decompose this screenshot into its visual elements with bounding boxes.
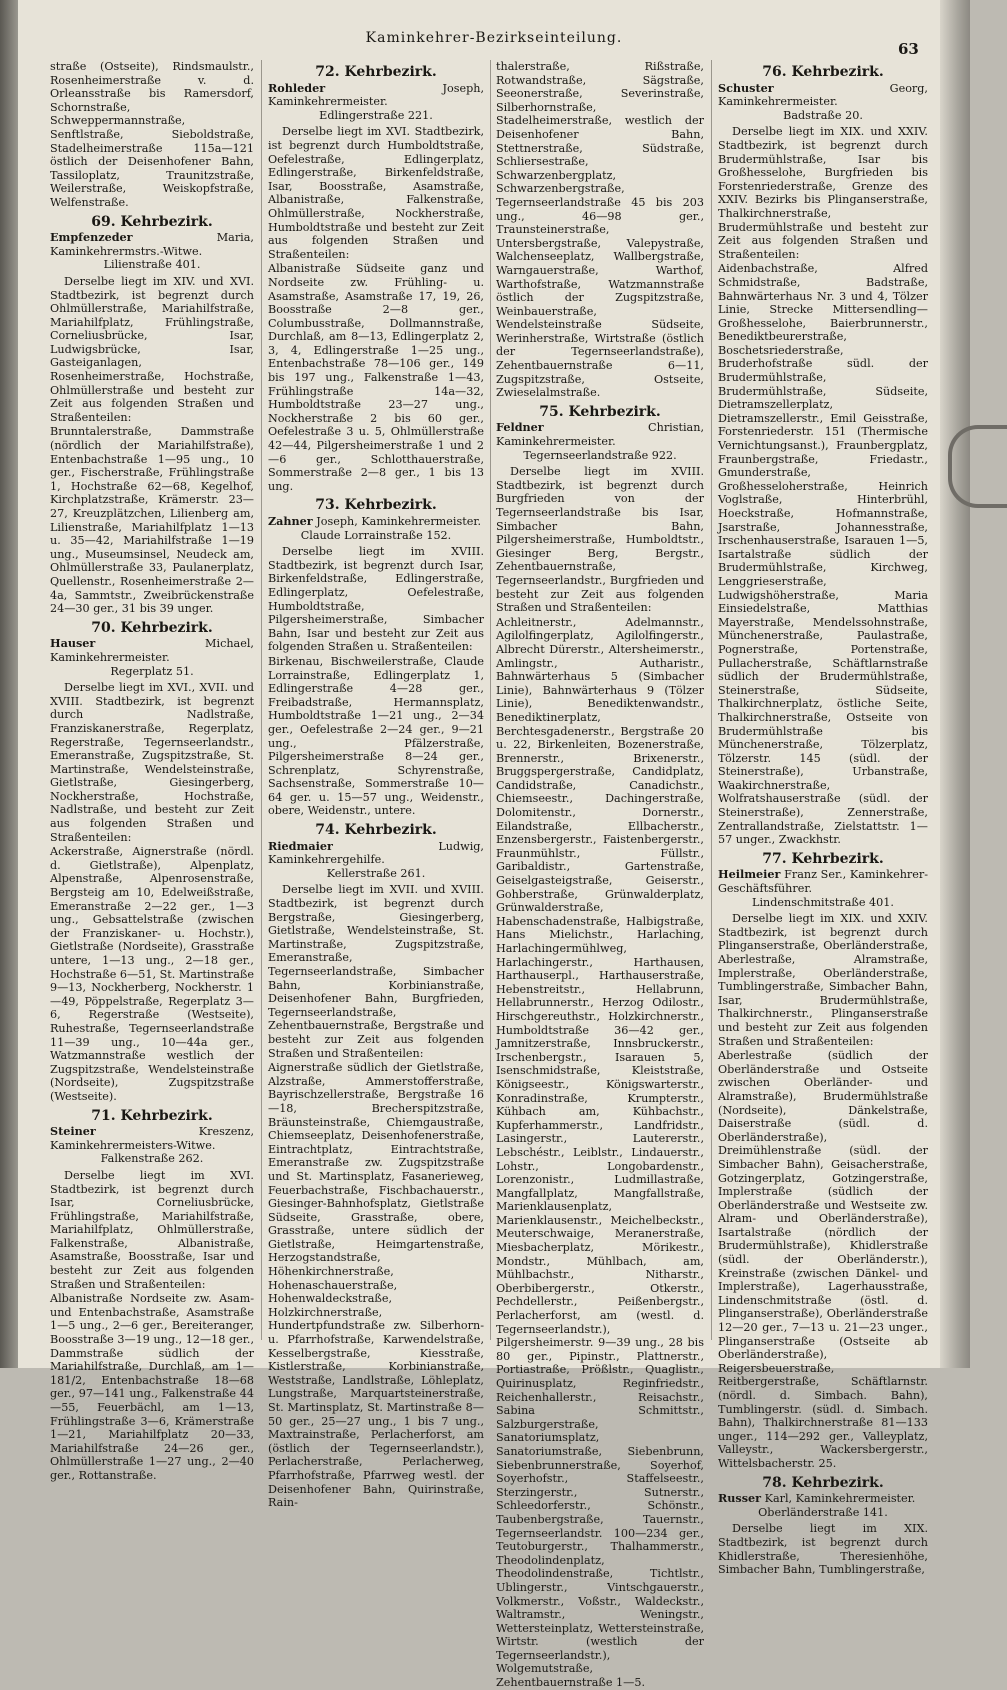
column-1 [50,60,254,1482]
paragraph: Achleitnerstr., Adelmannstr., Agilolfingerplatz, Agilolfingerstr., Albrecht Dürerstr., Altersheimerstr., Amlingstr., Autharistr., Bahnwärterhaus 5 (Simbacher Linie), Bahnwärterhaus 9 (Tölzer Linie), Benediktenwandstr., Benediktinerplatz, Berchtesgadenerstr., Bergstraße 20 u. 22, Birkenleiten, Bozenerstraße, Brennerstr., Brixenerstr., Bruggspergerstraße, Candidplatz, Candidstraße, Canadichstr., Chiemseestr., Dachingerstraße, Dolomitenstr., Dornerstr., Eilandstraße, Ellbacherstr., Enzensbergerstr., Faistenbergerstr., Fraunmühlstr., Füllstr., Garibaldistr., Gartenstraße, Geiselgasteigstraße, Geiserstr., Gohberstraße, Grünwalderplatz, Grünwalderstraße, Habenschadenstraße, Halbigstraße, Hans Mielichstr., Harlaching, Harlachingermühlweg, Harlachingerstr., Harthausen, Harthauserpl., Harthauserstraße, Hebenstreitstr., Hellabrunn, Hellabrunnerstr., Herzog Odilostr., Hirschgereuthstr., Holzkirchnerstr., Humboldtstraße 36—42 ger., Jamnitzerstraße, Innsbruckerstr., Irschenbergstr., Isarauen 5, Isenschmidstraße, Kleiststraße, Königseestr., Königswarterstr., Konradinstraße, Krumpterstr., Kühbach am, Kühbachstr., Kupferhammerstr., Landfridstr., Lasingerstr., Lautererstr., Lebschéstr., Leiblstr., Lindauerstr., Lohstr., Longobardenstr., Lorenzonistr., Ludmillastraße, Mangfallplatz, Mangfallstraße, Marienklausenplatz, Marienklausenstr., Meichelbeckstr., Meuterschwaige, Meranerstraße, Miesbacherplatz, Mörikestr., Mondstr., Mühlbach, am, Mühlbachstr., Nitharstr., Oberbibergerstr., Otkerstr., Pechdellerstr., Peißenbergstr., Perlacherforst, am (westl. d. Tegernseerlandstr.), Pilgersheimerstr. 9—39 ung., 28 bis 80 ger., Pipinstr., Plattnerstr., Portiastraße, Prößlstr., Quaglistr., Quirinusplatz, Reginfriedstr., Reichenhallerstr., Reisachstr., Sabina Schmittstr., Salzburgerstraße, Sanatoriumsplatz, Sanatoriumstraße, Siebenbrunn, Siebenbrunnerstraße, Soyerhof, Soyerhofstr., Staffelseestr., Sterzingerstr., Sutnerstr., Schleedorferstr., Schönstr., Taubenbergstraße, Tauernstr., Tegernseerlandstr. 100—234 ger., Teutoburgerstr., Thalhammerstr., Theodolindenplatz, Theodolindenstraße, Tichtlstr., Ublingerstr., Vintschgauerstr., Volkmerstr., Voßstr., Waldeckstr., Waltramstr., Weningstr., Wettersteinplatz, Wettersteinstraße, Wirtstr. (westlich der Tegernseerlandstr.), Wolgemutstraße, Zehentbauernstraße 1—5. [496,615,704,1690]
sweep-address: Tegernseerlandstraße 922. [523,448,677,462]
sweep-name [496,421,704,448]
sweep-name [50,637,254,664]
name-details: Maria, Kaminkehrermstrs.-Witwe. [50,231,254,258]
sweep-name [50,231,254,258]
paragraph: Ackerstraße, Aignerstraße (nördl. d. Gietlstraße), Alpenplatz, Alpenstraße, Alpenrosenstraße, Bergsteig am 10, Edelweißstraße, Emeranstraße 2—22 ger., 1—3 ung., Gebsattelstraße (zwischen der Franziskaner- u. Hochstr.), Gietlstraße (Nordseite), Grasstraße untere, 1—13 ung., 2—18 ger., Hochstraße 6—51, St. Martinstraße 9—13, Nockherberg, Nockherstr. 1—49, Pöppelstraße, Regerplatz 3—6, Regerstraße (Westseite), Ruhestraße, Tegernseerlandstraße 11—39 ung., 10—44a ger., Watzmannstraße westlich der Zugspitzstraße, Wendelsteinstraße (Nordseite), Zugspitzstraße (Westseite). [50,845,254,1103]
paragraph: Derselbe liegt im XVI., XVII. und XVIII. Stadtbezirk, ist begrenzt durch Nadlstraße, Franziskanerstraße, Regerplatz, Regerstraße, Tegernseerlandstr., Emeranstraße, Zugspitzstraße, St. Martinstraße, Wendelsteinstraße, Gietlstraße, Giesingerberg, Nockherstraße, Hochstraße, Nadlstraße, und besteht zur Zeit aus folgenden Straßen und Straßenteilen: [50,681,254,844]
surname: Riedmaier [268,838,333,853]
surname: Feldner [496,420,544,435]
sweep-name [718,82,928,109]
district-heading: 69. Kehrbezirk. [91,213,213,230]
surname: Steiner [50,1124,96,1139]
paragraph: Derselbe liegt im XIX. und XXIV. Stadtbezirk, ist begrenzt durch Plinganserstraße, Oberländerstraße, Aberlestraße, Alramstraße, Implerstraße, Oberländerstraße, Tumblingerstraße, Simbacher Bahn, Isar, Brudermühlstraße, Thalkirchnerstr., Plinganserstraße und besteht zur Zeit aus folgenden Straßen und Straßenteilen: [718,912,928,1048]
sweep-address: Claude Lorrainstraße 152. [300,528,452,542]
name-details: Kreszenz, Kaminkehrermeisters-Witwe. [50,1125,254,1152]
district-heading: 72. Kehrbezirk. [315,64,437,80]
surname: Heilmeier [718,867,781,882]
name-details: Joseph, Kaminkehrermeister. [312,515,482,528]
district-heading: 71. Kehrbezirk. [91,1107,213,1124]
name-details: Joseph, Kaminkehrermeister. [268,81,484,109]
paragraph: Albanistraße Südseite ganz und Nordseite zw. Frühling- u. Asamstraße, Asamstraße 17, 19, 26, Boosstraße 2—8 ger., Columbusstraße, Dollmannstraße, Durchlaß, am 8—13, Edlingerplatz 2, 3, 4, Edlingerstraße 1—25 ung., Entenbachstraße 78—106 ger., 149 bis 197 ung., Falkenstraße 1—43, Frühlingstraße 14a—32, Humboldtstraße 23—27 ung., Nockherstraße 2 bis 60 ger., Oefelestraße 3 u. 5, Ohlmüllerstraße 42—44, Pilgersheimerstraße 1 und 2—6 ger., Schlotthauerstraße, Sommerstraße 2—8 ger., 1 bis 13 ung. [268,262,484,493]
column-3 [496,60,704,1690]
name-details: Christian, Kaminkehrermeister. [496,421,704,449]
paragraph: Albanistraße Nordseite zw. Asam- und Entenbachstraße, Asamstraße 1—5 ung., 2—6 ger., Bereiteranger, Boosstraße 3—19 ung., 12—18 ger., Dammstraße südlich der Mariahilfstraße, Durchlaß, am 1—181/2, Entenbachstraße 18—68 ger., 97—141 ung., Falkenstraße 44—55, Feuerbächl, am 1—13, Frühlingstraße 3—6, Krämerstraße 1—21, Mariahilfplatz 20—33, Mariahilfstraße 24—26 ger., Ohlmüllerstraße 1—27 ung., 2—40 ger., Rottanstraße. [50,1292,254,1482]
paragraph: Derselbe liegt im XIV. und XVI. Stadtbezirk, ist begrenzt durch Ohlmüllerstraße, Mariahilfstraße, Mariahilfplatz, Frühlingstraße, Corneliusbrücke, Isar, Ludwigsbrücke, Isar, Gasteiganlagen, Rosenheimerstraße, Hochstraße, Ohlmüllerstraße und besteht zur Zeit aus folgenden Straßen und Straßenteilen: [50,274,254,424]
sweep-address: Lindenschmitstraße 401. [752,895,894,909]
sweep-name [268,840,484,867]
paragraph: Brunntalerstraße, Dammstraße (nördlich der Mariahilfstraße), Entenbachstraße 1—95 ung., 10 ger., Fischerstraße, Frühlingstraße 1, Hochstraße 62—68, Kegelhof, Kirchplatzstraße, Krämerstr. 23—27, Kreuzplätzchen, Lilienberg am, Lilienstraße, Mariahilfplatz 1—13 u. 35—42, Mariahilfstraße 1—19 ung., Museumsinsel, Neudeck am, Ohlmüllerstraße 33, Paulanerplatz, Quellenstr., Rosenheimerstraße 2—4a, Sammtstr., Zweibrückenstraße 24—30 ger., 31 bis 39 unger. [50,425,254,616]
column-rule [261,60,262,1340]
name-details: Georg, Kaminkehrermeister. [718,81,928,109]
sweep-name [718,1492,928,1506]
sweep-address: Regerplatz 51. [110,664,194,678]
surname: Rohleder [268,80,326,95]
district-heading: 76. Kehrbezirk. [762,64,884,80]
paragraph: Birkenau, Bischweilerstraße, Claude Lorrainstraße, Edlingerplatz 1, Edlingerstraße 4—28 ger., Freibadstraße, Hermannsplatz, Humboldtstraße 1—21 ung., 2—34 ger., Oefelestraße 2—24 ger., 9—21 ung., Pfälzerstraße, Pilgersheimerstraße 8—24 ger., Schrenplatz, Schyrenstraße, Sachsenstraße, Sommerstraße 10—64 ger. u. 15—57 ung., Weidenstr., obere, Weidenstr., untere. [268,654,484,818]
sweep-address: Lilienstraße 401. [103,258,201,272]
running-header: Kaminkehrer-Bezirkseinteilung. [365,30,623,46]
district-heading: 77. Kehrbezirk. [762,850,884,867]
district-heading: 78. Kehrbezirk. [762,1474,884,1491]
paragraph: Derselbe liegt im XVIII. Stadtbezirk, ist begrenzt durch Burgfrieden von der Tegernseerlandstraße bis Isar, Simbacher Bahn, Pilgersheimerstraße, Humboldtstr., Giesinger Berg, Bergstr., Zehentbauernstraße, Tegernseerlandstr., Burgfrieden und besteht zur Zeit aus folgenden Straßen und Straßenteilen: [496,465,704,615]
sweep-name [50,1125,254,1152]
document-page [18,0,970,1690]
district-heading: 70. Kehrbezirk. [91,619,213,636]
page-edge [940,0,970,1368]
column-rule [490,60,491,1340]
paragraph: Derselbe liegt im XIX. Stadtbezirk, ist begrenzt durch Khidlerstraße, Theresienhöhe, Simbacher Bahn, Tumblingerstraße, [718,1522,928,1577]
paragraph: Derselbe liegt im XIX. und XXIV. Stadtbezirk, ist begrenzt durch Brudermühlstraße, Isar bis Großhesselohe, Burgfrieden bis Forstenriederstraße, Grenze des XXIV. Bezirks bis Plinganserstraße, Thalkirchnerstraße, Brudermühlstraße und besteht zur Zeit aus folgenden Straßen und Straßenteilen: [718,125,928,261]
paragraph: thalerstraße, Rißstraße, Rotwandstraße, Sägstraße, Seeonerstraße, Severinstraße, Silberhornstraße, Stadelheimerstraße, westlich der Deisenhofener Bahn, Stettnerstraße, Südstraße, Schliersestraße, Schwarzenbergplatz, Schwarzenbergstraße, Tegernseerlandstraße 45 bis 203 ung., 46—98 ger., Traunsteinerstraße, Untersbergstraße, Valepystraße, Walchenseeplatz, Wallbergstraße, Warngauerstraße, Warthof, Warthofstraße, Watzmannstraße östlich der Zugspitzstraße, Weinbauerstraße, Wendelsteinstraße Südseite, Werinherstraße, Wirtstraße (östlich der Tegernseerlandstraße), Zehentbauernstraße 6—11, Zugspitzstraße, Ostseite, Zwieselalmstraße. [496,60,704,400]
surname: Schuster [718,80,774,95]
sweep-address: Oberländerstraße 141. [758,1505,888,1519]
name-details: Ludwig, Kaminkehrergehilfe. [268,839,484,867]
sweep-address: Badstraße 20. [783,108,863,122]
name-details: Franz Ser., Kaminkehrer-Geschäftsführer. [718,868,928,896]
surname: Empfenzeder [50,230,133,245]
sweep-name [268,82,484,109]
district-heading: 74. Kehrbezirk. [315,822,437,839]
paragraph: Derselbe liegt im XVI. Stadtbezirk, ist begrenzt durch Isar, Corneliusbrücke, Frühlingstraße, Mariahilfstraße, Mariahilfplatz, Ohlmüllerstraße, Falkenstraße, Albanistraße, Asamstraße, Boosstraße, Isar und besteht zur Zeit aus folgenden Straßen und Straßenteilen: [50,1168,254,1291]
page-number: 63 [898,40,919,58]
surname: Russer [718,1491,762,1506]
paragraph: Aignerstraße südlich der Gietlstraße, Alzstraße, Ammerstofferstraße, Bayrischzellerstraße, Bergstraße 16—18, Brecherspitzstraße, Bräunsteinstraße, Chiemgaustraße, Chiemseeplatz, Deisenhofenerstraße, Eintrachtplatz, Eintrachtstraße, Emeranstraße zw. Zugspitzstraße und St. Martinsplatz, Fasanerieweg, Feuerbachstraße, Fischbachauerstr., Giesinger-Bahnhofsplatz, Gietlstraße Südseite, Grasstraße, obere, Grasstraße, untere südlich der Gietlstraße, Heimgartenstraße, Herzogstandstraße, Höhenkirchnerstraße, Hohenaschauerstraße, Hohenwaldeckstraße, Holzkirchnerstraße, Hundertpfundstraße zw. Silberhorn- u. Pfarrhofstraße, Karwendelstraße, Kesselbergstraße, Kiesstraße, Kistlerstraße, Korbinianstraße, Weststraße, Landlstraße, Löhleplatz, Lungstraße, Marquartsteinerstraße, St. Martinsplatz, St. Martinstraße 8—50 ger., 25—27 ung., 1 bis 7 ung., Maxtrainstraße, Perlacherforst, am (östlich der Tegernseerlandstr.), Perlacherstraße, Perlacherweg, Pfarrhofstraße, Pfarrweg westl. der Deisenhofener Bahn, Quirinstraße, Rain- [268,1061,484,1510]
column-rule [711,60,712,1340]
binder-clip [948,425,1007,508]
paragraph: Derselbe liegt im XVII. und XVIII. Stadtbezirk, ist begrenzt durch Bergstraße, Giesingerberg, Gietlstraße, Wendelsteinstraße, St. Martinstraße, Zugspitzstraße, Emeranstraße, Tegernseerlandstraße, Simbacher Bahn, Korbinianstraße, Deisenhofener Bahn, Burgfrieden, Tegernseerlandstraße, Zehentbauernstraße, Bergstraße und besteht zur Zeit aus folgenden Straßen und Straßenteilen: [268,883,484,1060]
paragraph: Derselbe liegt im XVIII. Stadtbezirk, ist begrenzt durch Isar, Birkenfeldstraße, Edlingerstraße, Edlingerplatz, Oefelestraße, Humboldtstraße, Pilgersheimerstraße, Simbacher Bahn, Isar und besteht zur Zeit aus folgenden Straßen u. Straßenteilen: [268,545,484,654]
name-details: Karl, Kaminkehrermeister. [761,1492,916,1506]
book-gutter [0,0,18,1368]
sweep-address: Edlingerstraße 221. [319,108,433,122]
sweep-address: Kellerstraße 261. [326,866,426,880]
surname: Hauser [50,636,96,651]
paragraph: Derselbe liegt im XVI. Stadtbezirk, ist begrenzt durch Humboldtstraße, Oefelestraße, Edlingerplatz, Edlingerstraße, Birkenfeldstraße, Isar, Boosstraße, Asamstraße, Albanistraße, Falkenstraße, Ohlmüllerstraße, Nockherstraße, Humboldtstraße und besteht zur Zeit aus folgenden Straßen und Straßenteilen: [268,125,484,261]
paragraph: Aidenbachstraße, Alfred Schmidstraße, Badstraße, Bahnwärterhaus Nr. 3 und 4, Tölzer Linie, Strecke Mittersendling—Großhesselohe, Baierbrunnerstr., Benediktbeurerstraße, Boschetsriederstraße, Bruderhofstraße südl. der Brudermühlstraße, Brudermühlstraße, Südseite, Dietramszellerplatz, Dietramszellerstr., Emil Geisstraße, Forstenriederstr. 151 (Thermische Vernichtungsanst.), Fraunbergplatz, Fraunbergstraße, Friedastr., Gmunderstraße, Großhesseloherstraße, Heinrich Voglstraße, Hinterbrühl, Hoeckstraße, Hofmannstraße, Jsarstraße, Johannesstraße, Irschenhauserstraße, Isarauen 1—5, Isartalstraße südlich der Brudermühlstraße, Kirchweg, Lenggrieserstraße, Ludwigshöherstraße, Maria Einsiedelstraße, Matthias Mayerstraße, Mendelssohnstraße, Münchenerstraße, Paulastraße, Pognerstraße, Portenstraße, Pullacherstraße, Schäftlarnstraße südlich der Brudermühlstraße, Steinerstraße, Südseite, Thalkirchnerplatz, östliche Seite, Thalkirchnerstraße, Ostseite von Brudermühlstraße bis Münchenerstraße, Tölzerplatz, Tölzerstr. 145 (südl. der Steinerstraße), Urbanstraße, Waakirchnerstraße, Wolfratshauserstraße (südl. der Steinerstraße), Zennerstraße, Zentrallandstraße, Zielstattstr. 1—57 unger., Zwackhstr. [718,262,928,847]
paragraph: Aberlestraße (südlich der Oberländerstraße und Ostseite zwischen Oberländer- und Alramstraße), Brudermühlstraße (Nordseite), Dänkelstraße, Daiserstraße (südl. d. Oberländerstraße), Dreimühlenstraße (südl. der Simbacher Bahn), Geisacherstraße, Gotzingerplatz, Gotzingerstraße, Implerstraße (südlich der Oberländerstraße und Westseite zw. Alram- und Oberländerstraße), Isartalstraße (nördlich der Brudermühlstraße), Khidlerstraße (südl. der Oberländerstr.), Kreinstraße (zwischen Dänkel- und Implerstraße), Lagerhausstraße, Lindenschmitstraße (östl. d. Plinganserstraße), Oberländerstraße 12—20 ger., 7—13 u. 21—23 unger., Plinganserstraße (Ostseite ab Oberländerstraße), Reigersbeuerstraße, Reitbergerstraße, Schäftlarnstr. (nördl. d. Simbach. Bahn), Tumblingerstr. (südl. d. Simbach. Bahn), Thalkirchnerstraße 81—133 unger., 114—292 ger., Valleyplatz, Valleystr., Wackersbergerstr., Wittelsbacherstr. 25. [718,1049,928,1470]
sweep-name [268,515,484,529]
sweep-address: Falkenstraße 262. [100,1152,204,1166]
surname: Zahner [268,514,313,528]
column-4 [718,60,928,1577]
district-heading: 75. Kehrbezirk. [539,403,661,420]
name-details: Michael, Kaminkehrermeister. [50,637,254,664]
column-2 [268,60,484,1510]
paragraph: straße (Ostseite), Rindsmaulstr., Rosenheimerstraße v. d. Orleansstraße bis Ramersdorf, Schornstraße, Schweppermannstraße, Senftlstraße, Sieboldstraße, Stadelheimerstraße 115a—121 östlich der Deisenhofener Bahn, Tassiloplatz, Traunitzstraße, Weilerstraße, Weiskopfstraße, Welfenstraße. [50,60,254,209]
sweep-name [718,868,928,895]
district-heading: 73. Kehrbezirk. [315,497,437,514]
